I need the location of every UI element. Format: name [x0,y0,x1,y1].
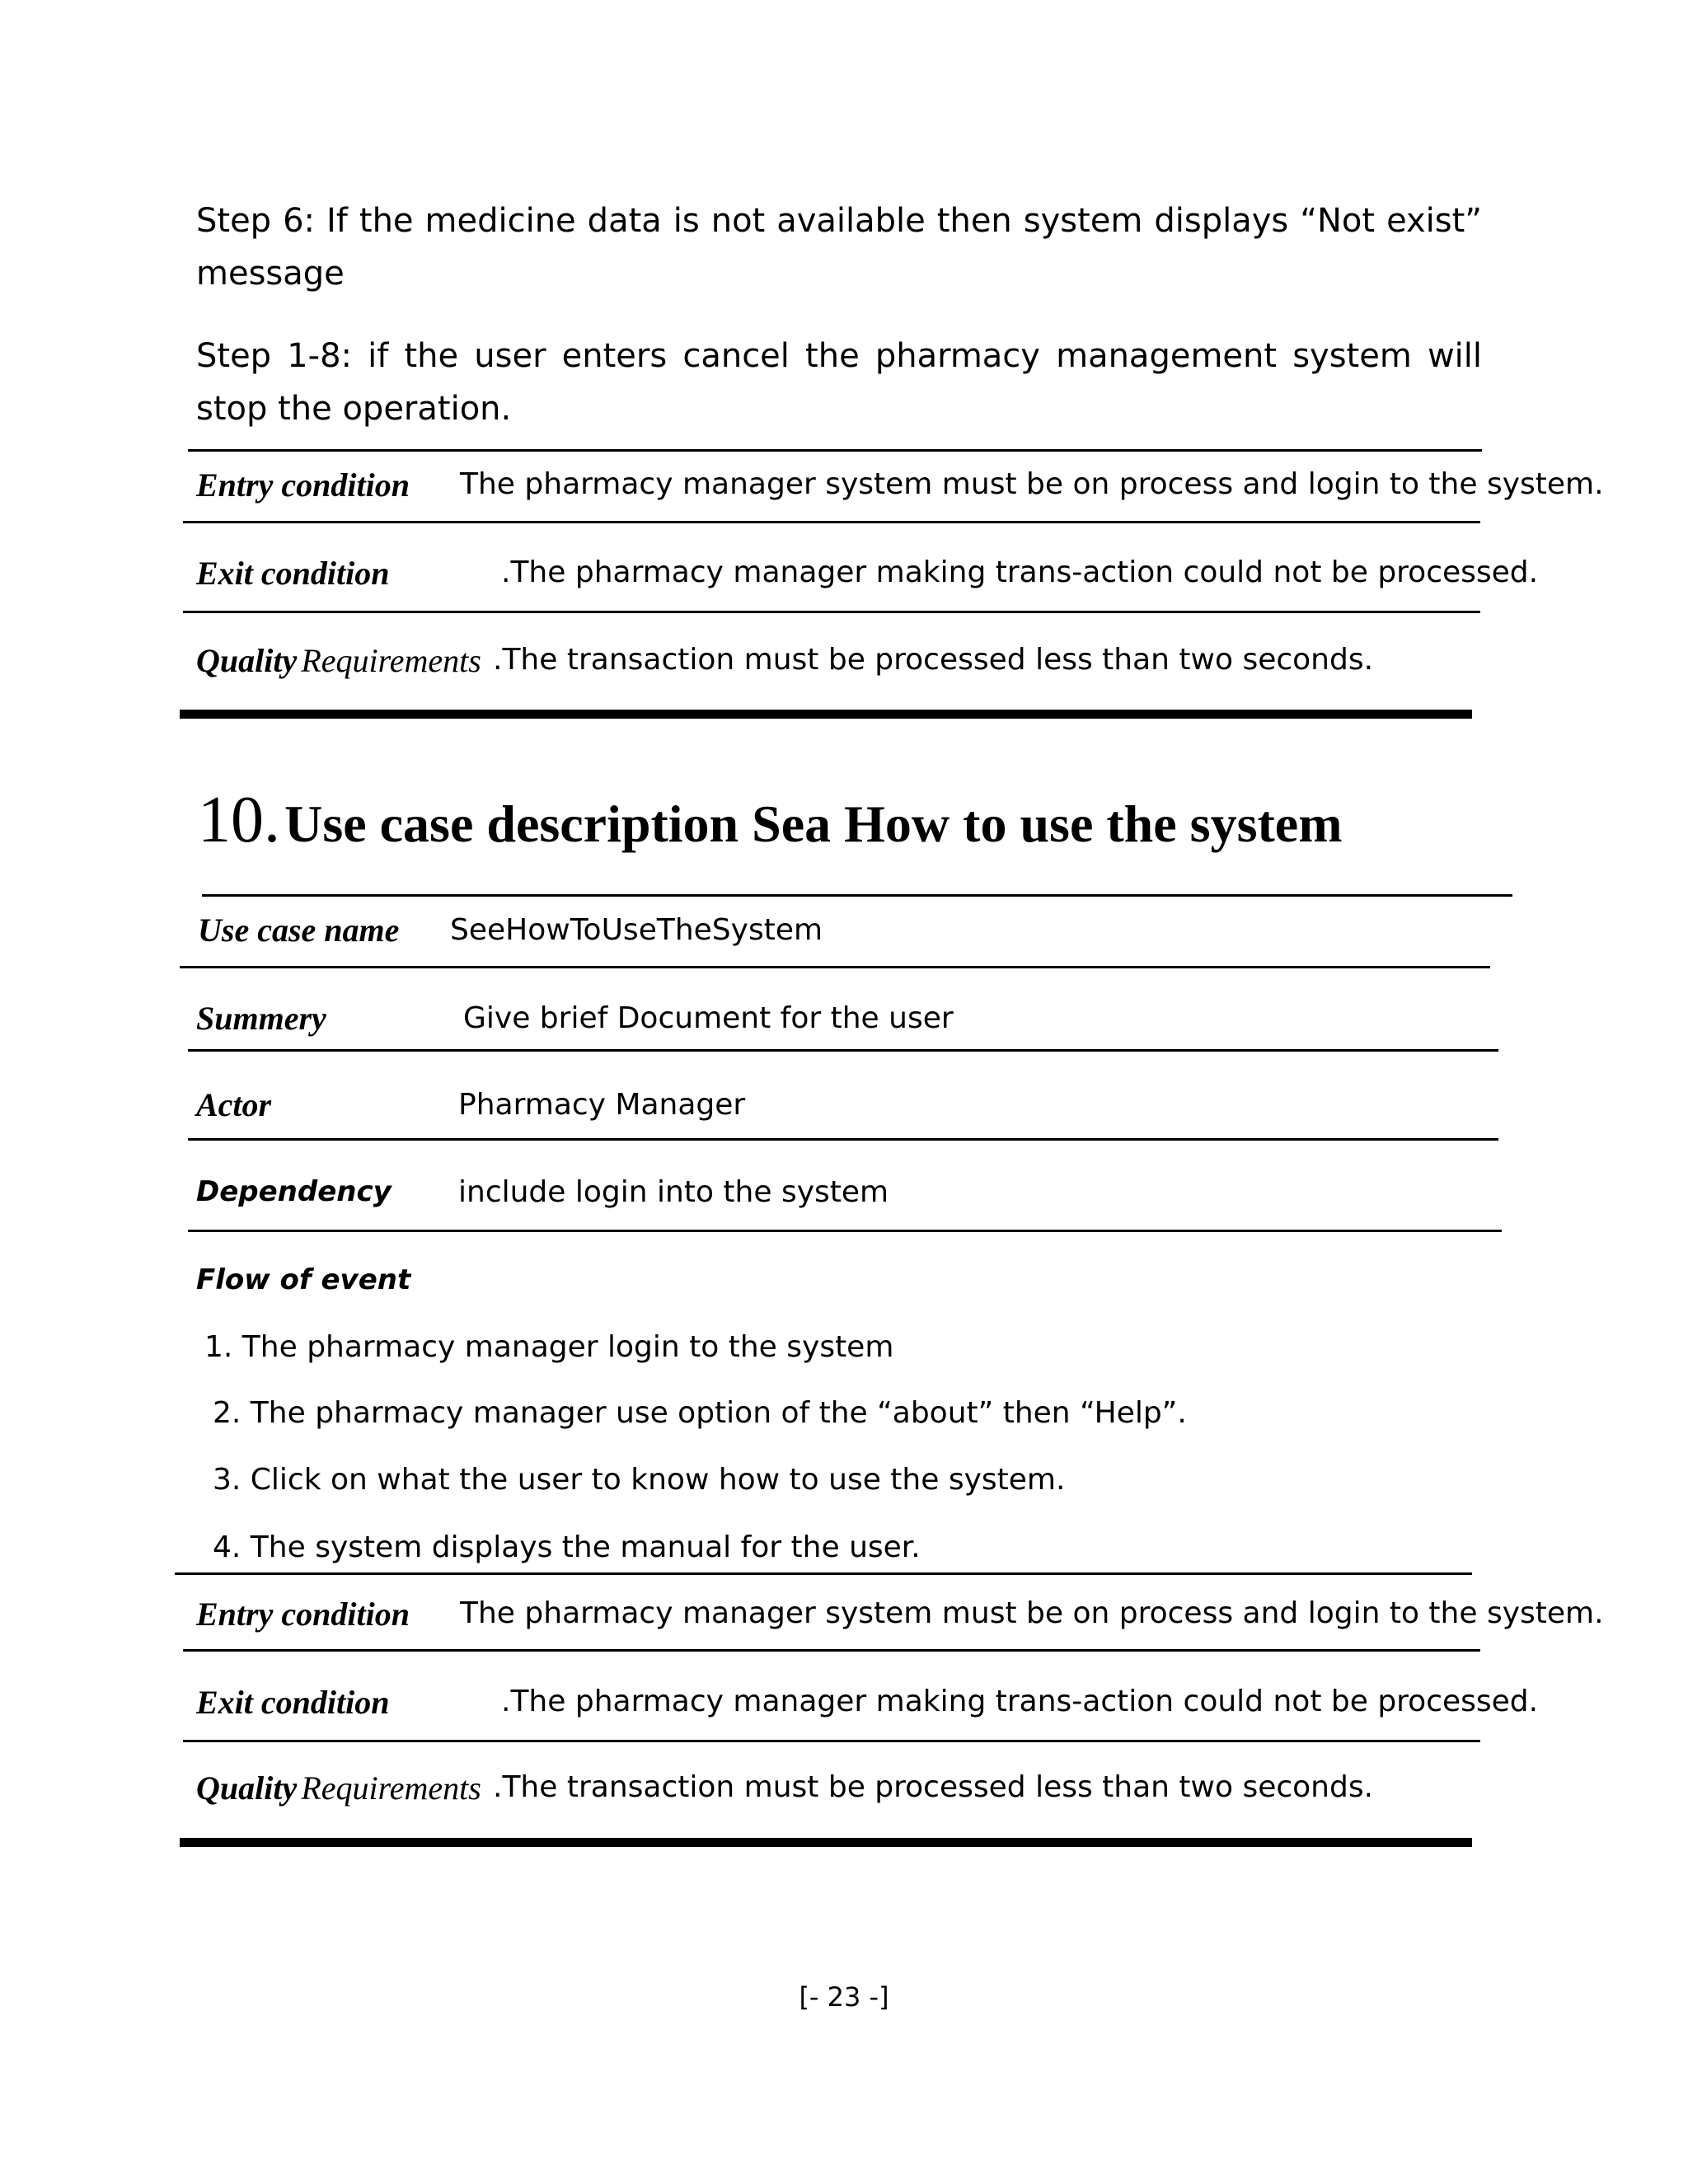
page-number: [- 23 -] [799,1981,889,2013]
table1-entry-label: Entry condition [196,466,410,504]
table2-rule-2 [188,1049,1498,1052]
table1-quality-value: .The transaction must be processed less than two seconds. [493,643,1374,677]
summary-label: Summery [196,1000,326,1037]
table2-bottom-rule [180,1838,1472,1847]
table2-quality-label [196,1769,481,1807]
actor-label: Actor [196,1086,272,1123]
table1-entry-value: The pharmacy manager system must be on process and login to the system. [460,467,1604,501]
dependency-label: Dependency [196,1175,392,1208]
section-title: Use case description Sea How to use the system [284,794,1343,853]
table2-rule-6 [183,1649,1480,1652]
table2-top-rule [202,894,1512,897]
table2-exit-value: .The pharmacy manager making trans-action could not be processed. [501,1685,1539,1718]
table1-quality-label [196,641,481,680]
table1-top-rule [188,449,1482,452]
table2-rule-4 [188,1230,1502,1232]
flow-item-4: 4. The system displays the manual for the user. [213,1530,921,1564]
flow-item-3: 3. Click on what the user to know how to use the system. [213,1463,1066,1497]
dependency-value: include login into the system [458,1175,889,1209]
step-6-text: Step 6: If the medicine data is not available then system displays “Not exist” message [196,202,1482,293]
table2-rule-3 [188,1138,1498,1141]
table1-quality-label-bold: Quality [196,642,298,679]
usecase-name-label: Use case name [198,912,400,949]
table1-rule-1 [183,521,1480,523]
table2-entry-label: Entry condition [196,1596,410,1633]
table1-exit-value: .The pharmacy manager making trans-action could not be processed. [501,555,1539,589]
flow-item-2: 2. The pharmacy manager use option of the “about” then “Help”. [213,1396,1187,1430]
flow-item-1: 1. The pharmacy manager login to the system [204,1330,894,1364]
actor-value: Pharmacy Manager [458,1088,746,1122]
table1-bottom-rule [180,710,1472,719]
flow-of-event-label: Flow of event [196,1263,411,1296]
usecase-name-value: SeeHowToUseTheSystem [450,913,823,947]
table2-entry-value: The pharmacy manager system must be on process and login to the system. [460,1596,1604,1630]
table2-rule-7 [183,1740,1480,1742]
step-1-8-text: Step 1-8: if the user enters cancel the pharmacy management system will stop the operation. [196,337,1482,428]
table1-quality-label-rest: Requirements [301,642,481,679]
section-number: 10. [198,784,280,856]
table2-exit-label: Exit condition [196,1684,390,1721]
table2-quality-value: .The transaction must be processed less than two seconds. [493,1770,1374,1804]
section-heading [198,783,1343,858]
table2-quality-label-rest: Requirements [301,1769,481,1807]
table1-exit-label: Exit condition [196,555,390,592]
table2-rule-5 [175,1572,1472,1575]
table1-rule-2 [183,611,1480,613]
table2-rule-1 [180,966,1490,968]
summary-value: Give brief Document for the user [463,1001,954,1035]
table2-quality-label-bold: Quality [196,1769,298,1807]
